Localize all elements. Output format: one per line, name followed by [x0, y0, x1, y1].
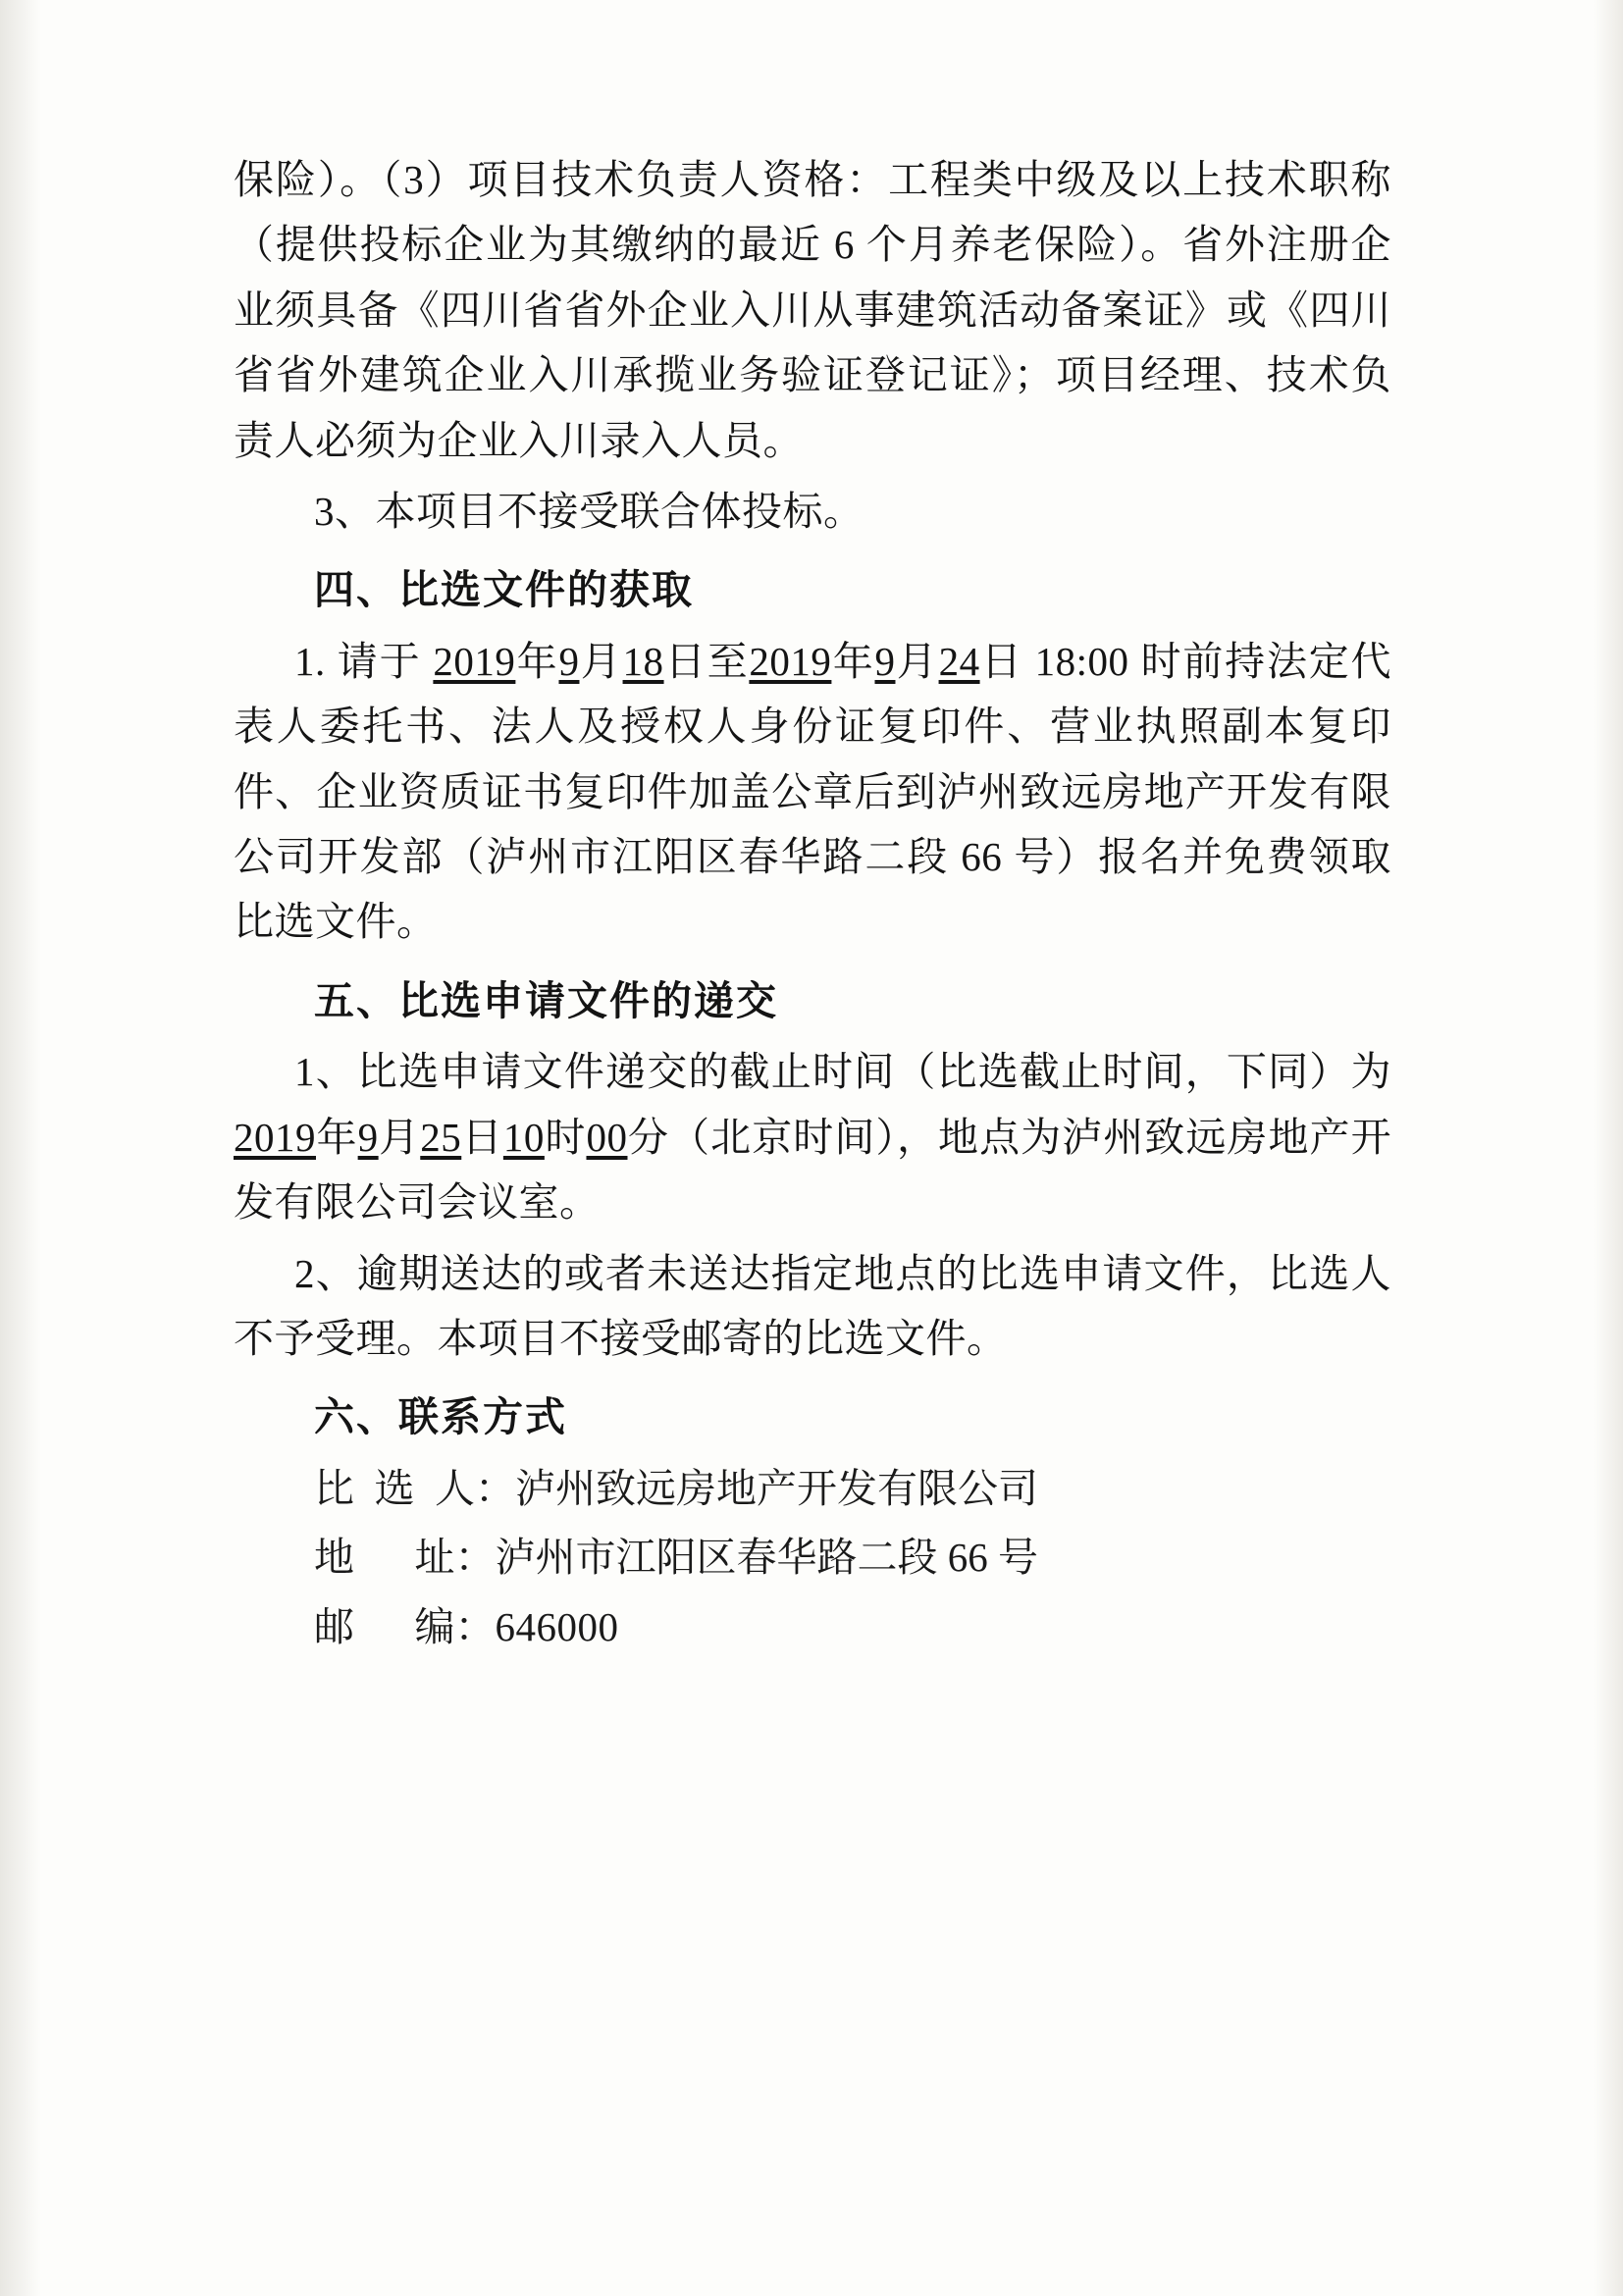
deadline-hour: 10 — [502, 1114, 545, 1160]
start-month-suffix: 月 — [579, 638, 623, 684]
deadline-day-suffix: 日 — [461, 1114, 503, 1160]
contact-label-postcode: 邮 编： — [314, 1603, 496, 1649]
deadline-prefix: 1、比选申请文件递交的截止时间（比选截止时间，下同）为 — [294, 1049, 1391, 1095]
end-month: 9 — [874, 638, 896, 684]
end-year: 2019 — [749, 638, 832, 684]
paragraph-submission-deadline — [234, 1039, 1391, 1234]
paragraph-document-acquisition — [234, 629, 1391, 955]
paragraph-late-submission: 2、逾期送达的或者未送达指定地点的比选申请文件，比选人不予受理。本项目不接受邮寄的比选文件。 — [234, 1250, 1391, 1361]
contact-row-postcode — [234, 1594, 1391, 1659]
section-heading-four: 四、比选文件的获取 — [314, 567, 694, 613]
contact-row-address — [234, 1525, 1391, 1590]
start-day: 18 — [622, 638, 664, 684]
deadline-year-suffix: 年 — [316, 1114, 358, 1160]
acquisition-prefix: 1. 请于 — [294, 638, 434, 684]
contact-value-postcode: 646000 — [495, 1603, 619, 1649]
start-year: 2019 — [433, 638, 516, 684]
start-month: 9 — [558, 638, 580, 684]
end-day-suffix: 日 18:00 时前持 — [979, 638, 1267, 684]
paragraph-no-consortium: 3、本项目不接受联合体投标。 — [314, 489, 864, 535]
end-year-suffix: 年 — [831, 638, 875, 684]
end-day: 24 — [938, 638, 980, 684]
deadline-month: 9 — [357, 1114, 379, 1160]
contact-row-bidder — [234, 1456, 1391, 1521]
deadline-rest: （北京时间），地点为泸州致远房地产开发有限公司会议室。 — [234, 1114, 1392, 1226]
contact-value-address: 泸州市江阳区春华路二段 66 号 — [495, 1535, 1038, 1581]
contact-value-bidder: 泸州致远房地产开发有限公司 — [515, 1465, 1038, 1511]
deadline-hour-suffix: 时 — [544, 1114, 587, 1160]
contact-list — [234, 1456, 1391, 1659]
paragraph-insurance-qualification: 保险）。（3）项目技术负责人资格：工程类中级及以上技术职称（提供投标企业为其缴纳的最近 6 个月养老保险）。省外注册企业须具备《四川省省外企业入川从事建筑活动备案证》或《四川省省外建筑企业入川承揽业务验证登记证》；项目经理、技术负责人必须为企业入川录入人员。 — [234, 157, 1391, 463]
deadline-year: 2019 — [234, 1114, 316, 1160]
deadline-day: 25 — [420, 1114, 462, 1160]
deadline-minute: 00 — [586, 1114, 628, 1160]
acquisition-rest: 法定代表人委托书、法人及授权人身份证复印件、营业执照副本复印件、企业资质证书复印件加盖公章后到泸州致远房地产开发有限公司开发部（泸州市江阳区春华路二段 66 号）报名并免费领取比选文件。 — [234, 638, 1392, 945]
section-heading-six: 六、联系方式 — [314, 1394, 567, 1440]
deadline-minute-suffix: 分 — [627, 1114, 670, 1160]
section-heading-five: 五、比选申请文件的递交 — [314, 977, 778, 1023]
start-day-suffix: 日至 — [663, 638, 750, 684]
contact-label-bidder: 比 选 人： — [314, 1465, 515, 1511]
contact-label-address: 地 址： — [314, 1535, 496, 1581]
document-body — [234, 147, 1391, 1663]
start-year-suffix: 年 — [515, 638, 559, 684]
deadline-month-suffix: 月 — [378, 1114, 421, 1160]
end-month-suffix: 月 — [895, 638, 939, 684]
